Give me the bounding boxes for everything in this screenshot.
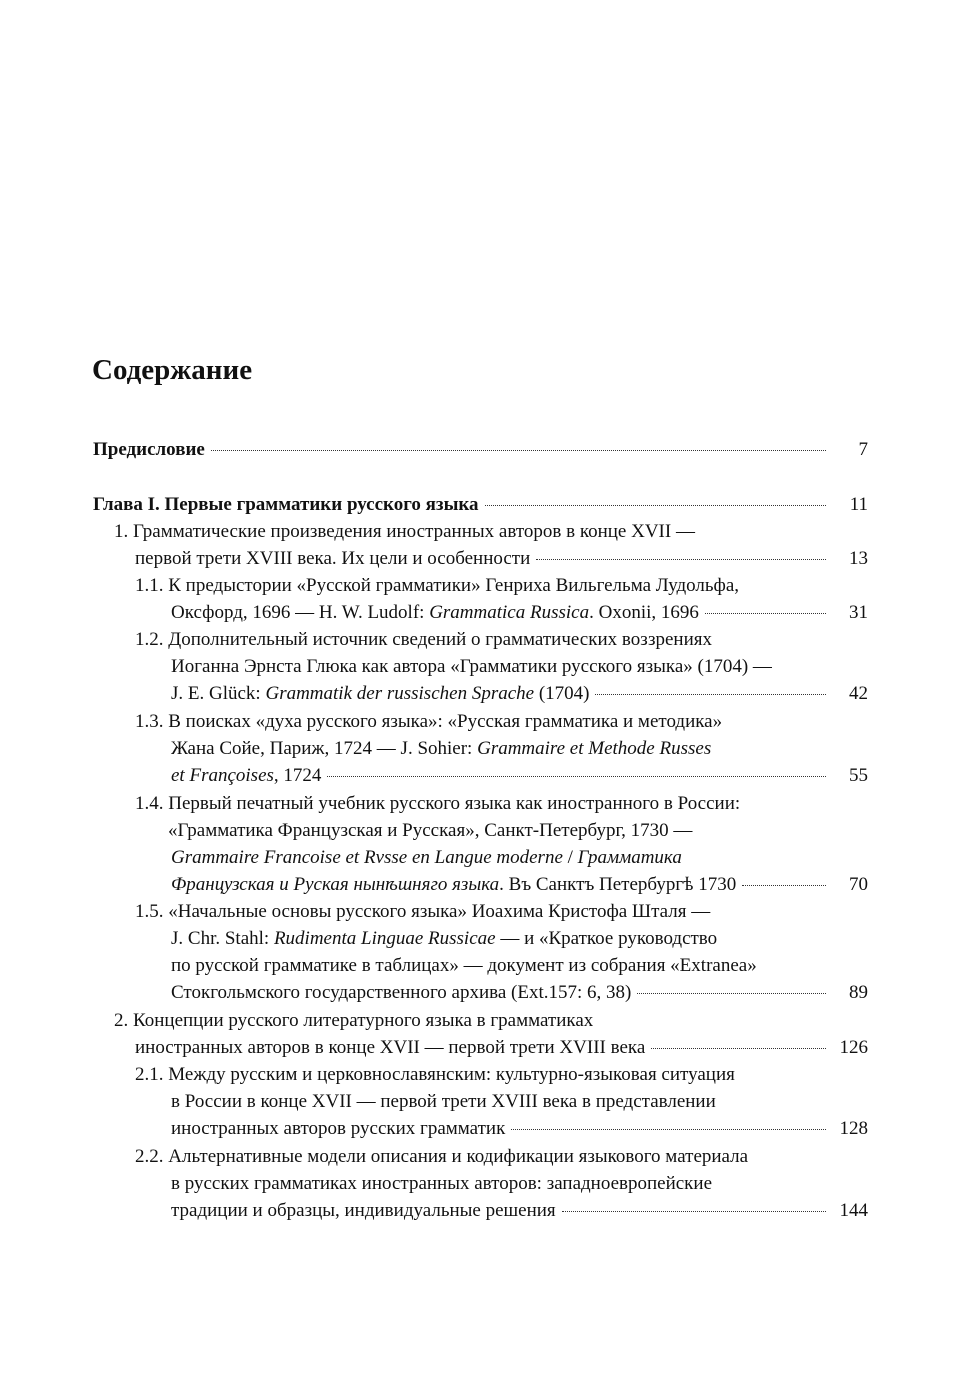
dot-leader: [211, 450, 826, 451]
dot-leader: [742, 885, 826, 886]
toc-entry-line: в русских грамматиках иностранных авторов: западноевропейские: [171, 1173, 713, 1194]
toc-entry-section-2-1[interactable]: [135, 1061, 868, 1145]
toc-entry-section-1-5[interactable]: [135, 898, 868, 1008]
page-number: 144: [839, 1200, 868, 1221]
toc-entry-line: 1.2. Дополнительный источник сведений о грамматических воззрениях: [135, 629, 712, 650]
toc-entry-section-1-1[interactable]: [135, 572, 868, 628]
toc-entry-section-1[interactable]: [114, 518, 868, 574]
toc-entry-line: 2.2. Альтернативные модели описания и кодификации языкового материала: [135, 1146, 749, 1167]
page-number: 70: [849, 874, 868, 895]
page-number: 89: [849, 982, 868, 1003]
toc-entry-line: 2.1. Между русским и церковнославянским: культурно-языковая ситуация: [135, 1064, 735, 1085]
dot-leader: [637, 993, 826, 994]
toc-entry-line: Иоганна Эрнста Глюка как автора «Грамматики русского языка» (1704) —: [171, 656, 772, 677]
page-number: 126: [839, 1037, 868, 1058]
toc-entry-line: 1.5. «Начальные основы русского языка» Иоахима Кристофа Шталя —: [135, 901, 711, 922]
page-number: 31: [849, 602, 868, 623]
toc-entry-chapter-1[interactable]: [93, 491, 868, 519]
toc-entry-line: по русской грамматике в таблицах» — документ из собрания «Extranea»: [171, 955, 757, 976]
toc-entry-text: Предисловие: [93, 439, 205, 460]
toc-entry-line: 1.3. В поисках «духа русского языка»: «Русская грамматика и методика»: [135, 711, 723, 732]
toc-entry-line: Оксфорд, 1696 — H. W. Ludolf: Grammatica Russica. Oxonii, 1696: [171, 602, 699, 623]
dot-leader: [595, 694, 826, 695]
dot-leader: [327, 776, 826, 777]
dot-leader: [562, 1211, 826, 1212]
dot-leader: [536, 559, 826, 560]
toc-entry-section-2-2[interactable]: [135, 1143, 868, 1227]
toc-entry-text: Глава I. Первые грамматики русского языка: [93, 494, 479, 515]
toc-entry-line: Grammaire Francoise et Rvsse en Langue moderne / Грамматика: [171, 847, 682, 868]
toc-entry-line: иностранных авторов в конце XVII — первой трети XVIII века: [135, 1037, 646, 1058]
page-title: Содержание: [92, 354, 253, 386]
toc-entry-section-1-3[interactable]: [135, 708, 868, 792]
toc-entry-line: Французская и Руская нынѣшняго языка. Въ Санктъ Петербургѣ 1730: [171, 874, 737, 895]
dot-leader: [511, 1129, 826, 1130]
toc-entry-preface[interactable]: [93, 436, 868, 464]
dot-leader: [485, 505, 826, 506]
toc-entry-line: et Françoises, 1724: [171, 765, 322, 786]
toc-entry-line: Жана Сойе, Париж, 1724 — J. Sohier: Grammaire et Methode Russes: [171, 738, 712, 759]
toc-entry-section-1-2[interactable]: [135, 626, 868, 710]
toc-entry-line: Стокгольмского государственного архива (Ext.157: 6, 38): [171, 982, 632, 1003]
page-number: 42: [849, 683, 868, 704]
page-number: 7: [858, 439, 868, 460]
page-number: 55: [849, 765, 868, 786]
toc-entry-line: J. Chr. Stahl: Rudimenta Linguae Russicae — и «Краткое руководство: [171, 928, 718, 949]
page-number: 11: [849, 494, 868, 515]
toc-entry-line: J. E. Glück: Grammatik der russischen Sprache (1704): [171, 683, 590, 704]
toc-entry-line: иностранных авторов русских грамматик: [171, 1118, 506, 1139]
toc-entry-line: 1.1. К предыстории «Русской грамматики» Генриха Вильгельма Лудольфа,: [135, 575, 740, 596]
toc-entry-line: 2. Концепции русского литературного языка в грамматиках: [114, 1010, 594, 1031]
toc-entry-line: традиции и образцы, индивидуальные решения: [171, 1200, 556, 1221]
toc-entry-line: в России в конце XVII — первой трети XVIII века в представлении: [171, 1091, 716, 1112]
toc-entry-line: «Грамматика Французская и Русская», Санкт-Петербург, 1730 —: [168, 820, 693, 841]
toc-entry-line: 1.4. Первый печатный учебник русского языка как иностранного в России:: [135, 793, 741, 814]
page-number: 13: [849, 548, 868, 569]
dot-leader: [705, 613, 826, 614]
page-number: 128: [839, 1118, 868, 1139]
toc-entry-line: 1. Грамматические произведения иностранных авторов в конце XVII —: [114, 521, 695, 542]
toc-entry-section-2[interactable]: [114, 1007, 868, 1063]
toc-entry-line: первой трети XVIII века. Их цели и особенности: [135, 548, 531, 569]
dot-leader: [651, 1048, 826, 1049]
toc-entry-section-1-4[interactable]: [135, 790, 868, 900]
